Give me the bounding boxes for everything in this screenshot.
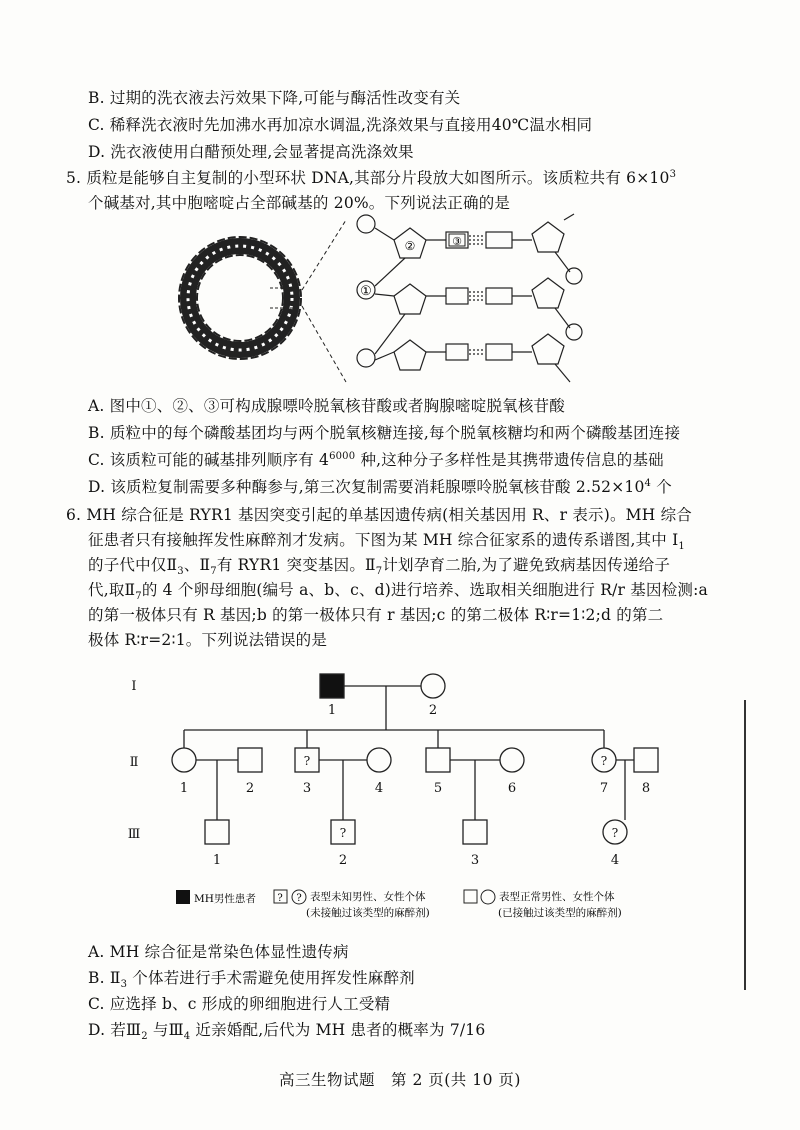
pedigree-III-4-number: 4 bbox=[610, 853, 620, 868]
pedigree-legend bbox=[176, 890, 622, 919]
q6-stem-line-3: 的子代中仅$Ⅱ_3$、$Ⅱ_7$有 RYR1 突变基因。$Ⅱ_7$计划孕育二胎,为了避免致病基因传递给子 bbox=[88, 556, 671, 578]
pedigree-II-5-number: 5 bbox=[433, 781, 443, 796]
legend-unknown-label: 表型未知男性、女性个体 bbox=[310, 891, 426, 903]
plasmid-figure bbox=[170, 210, 590, 390]
q6-stem-line-4: 代,取$Ⅱ_7$的 4 个卵母细胞(编号 a、b、c、d)进行培养、选取相关细胞进行 R/r 基因检测:a bbox=[88, 581, 708, 603]
figure-label-3: ③ bbox=[452, 235, 462, 248]
generation-label-2: Ⅱ bbox=[129, 755, 139, 770]
plasmid-ring bbox=[179, 237, 301, 359]
legend-affected-label: MH男性患者 bbox=[194, 893, 256, 905]
pedigree-II-7-number: 7 bbox=[599, 781, 609, 796]
pedigree-III-2-unknown: ? bbox=[339, 826, 347, 840]
pedigree-II-1-number: 1 bbox=[179, 781, 189, 796]
q5-stem-line-1: 5. 质粒是能够自主复制的小型环状 DNA,其部分片段放大如图所示。该质粒共有 $6\times 10^3$ bbox=[66, 168, 677, 187]
margin-rule bbox=[744, 700, 746, 990]
pedigree-III-1-number: 1 bbox=[212, 853, 222, 868]
figure-label-2: ② bbox=[404, 239, 416, 253]
pedigree-III-2-number: 2 bbox=[338, 853, 348, 868]
q6-option-b: B. $Ⅱ_3$ 个体若进行手术需避免使用挥发性麻醉剂 bbox=[88, 969, 415, 991]
legend-normal-note: (已接触过该类型的麻醉剂) bbox=[498, 907, 622, 919]
q6-stem-line-2: 征患者只有接触挥发性麻醉剂才发病。下图为某 MH 综合征家系的遗传系谱图,其中 $I_1$ bbox=[88, 531, 685, 553]
q4-option-c: C. 稀释洗衣液时先加沸水再加凉水调温,洗涤效果与直接用40℃温水相同 bbox=[88, 116, 593, 134]
base-pairs bbox=[446, 232, 512, 360]
pedigree-II-4-number: 4 bbox=[374, 781, 384, 796]
pedigree-II-3-number: 3 bbox=[302, 781, 312, 796]
pedigree-II-7-unknown: ? bbox=[600, 754, 608, 768]
q5-stem-line-2: 个碱基对,其中胞嘧啶占全部碱基的 20%。下列说法正确的是 bbox=[88, 194, 511, 212]
q6-stem-line-1: 6. MH 综合征是 RYR1 基因突变引起的单基因遗传病(相关基因用 R、r 表示)。MH 综合 bbox=[66, 506, 692, 524]
q5-option-b: B. 质粒中的每个磷酸基团均与两个脱氧核糖连接,每个脱氧核糖均和两个磷酸基团连接 bbox=[88, 424, 681, 442]
q6-option-a: A. MH 综合征是常染色体显性遗传病 bbox=[88, 943, 349, 961]
right-strand bbox=[512, 214, 582, 382]
q5-option-a: A. 图中①、②、③可构成腺嘌呤脱氧核苷酸或者胸腺嘧啶脱氧核苷酸 bbox=[88, 397, 565, 415]
legend-unknown-female-q: ? bbox=[296, 893, 302, 904]
legend-unknown-male-q: ? bbox=[277, 893, 283, 904]
q6-stem-line-5: 的第一极体只有 R 基因;b 的第一极体只有 r 基因;c 的第二极体 R∶r=1∶2;d 的第二 bbox=[88, 606, 664, 624]
q5-option-d: D. 该质粒复制需要多种酶参与,第三次复制需要消耗腺嘌呤脱氧核苷酸 $2.52\times 10^4$ 个 bbox=[88, 477, 672, 496]
q6-stem-line-6: 极体 R∶r=2∶1。下列说法错误的是 bbox=[88, 631, 328, 649]
pedigree-I-2-number: 2 bbox=[428, 703, 438, 718]
generation-label-1: Ⅰ bbox=[131, 679, 137, 694]
pedigree-II-8-number: 8 bbox=[641, 781, 651, 796]
generation-label-3: Ⅲ bbox=[127, 827, 141, 842]
legend-unknown-note: (未接触过该类型的麻醉剂) bbox=[306, 907, 430, 919]
pedigree-I-1-number: 1 bbox=[327, 703, 337, 718]
pedigree-II-6-number: 6 bbox=[507, 781, 517, 796]
figure-label-1: ① bbox=[360, 284, 372, 299]
pedigree-chart bbox=[120, 668, 720, 928]
pedigree-II-3-unknown: ? bbox=[303, 754, 311, 768]
q5-option-c: C. 该质粒可能的碱基排列顺序有 $4^{6000}$ 种,这种分子多样性是其携带遗传信息的基础 bbox=[88, 450, 664, 469]
pedigree-II-2-number: 2 bbox=[245, 781, 255, 796]
q4-option-d: D. 洗衣液使用白醋预处理,会显著提高洗涤效果 bbox=[88, 143, 414, 161]
page-footer: 高三生物试题 第 2 页(共 10 页) bbox=[279, 1071, 521, 1089]
q4-option-b: B. 过期的洗衣液去污效果下降,可能与酶活性改变有关 bbox=[88, 89, 461, 107]
pedigree-III-3-number: 3 bbox=[470, 853, 480, 868]
legend-normal-label: 表型正常男性、女性个体 bbox=[499, 891, 615, 903]
pedigree-III-4-unknown: ? bbox=[611, 826, 619, 840]
q6-option-d: D. 若$Ⅲ_2$ 与$Ⅲ_4$ 近亲婚配,后代为 MH 患者的概率为 7/16 bbox=[88, 1021, 486, 1043]
q6-option-c: C. 应选择 b、c 形成的卵细胞进行人工受精 bbox=[88, 995, 391, 1013]
